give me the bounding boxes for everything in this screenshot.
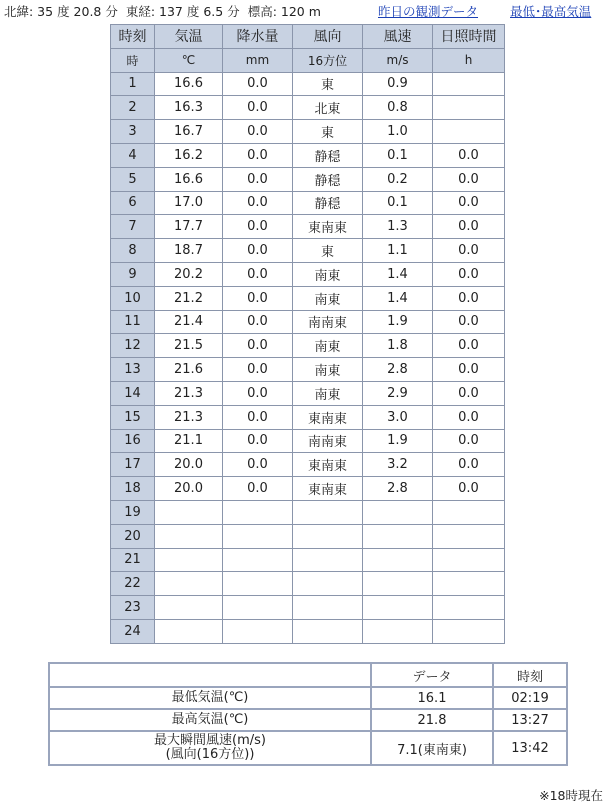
data-cell: 静穏	[293, 191, 363, 215]
unit-cell: h	[433, 48, 505, 72]
hour-cell: 1	[111, 72, 155, 96]
data-cell: 南東	[293, 262, 363, 286]
table-row	[111, 524, 505, 548]
unit-row	[111, 48, 505, 72]
data-cell: 0.0	[223, 72, 293, 96]
hour-cell: 9	[111, 262, 155, 286]
data-cell: 2.8	[363, 477, 433, 501]
data-cell	[433, 596, 505, 620]
data-cell: 1.3	[363, 215, 433, 239]
data-cell: 16.6	[155, 72, 223, 96]
data-cell	[293, 572, 363, 596]
column-header: 風速	[363, 25, 433, 49]
data-cell: 0.0	[223, 381, 293, 405]
table-row	[111, 405, 505, 429]
table-row	[111, 167, 505, 191]
data-cell: 0.0	[223, 96, 293, 120]
data-cell: 0.0	[223, 262, 293, 286]
data-cell: 0.0	[433, 334, 505, 358]
hour-cell: 12	[111, 334, 155, 358]
hourly-observation-table	[110, 24, 505, 644]
data-cell	[363, 548, 433, 572]
data-cell: 東	[293, 72, 363, 96]
data-cell: 0.0	[433, 143, 505, 167]
data-cell: 北東	[293, 96, 363, 120]
data-cell	[155, 548, 223, 572]
table-body	[111, 72, 505, 643]
data-cell: 東	[293, 239, 363, 263]
table-row	[111, 120, 505, 144]
data-cell	[433, 548, 505, 572]
data-cell: 1.9	[363, 429, 433, 453]
hour-cell: 6	[111, 191, 155, 215]
data-cell: 21.6	[155, 358, 223, 382]
data-cell: 21.3	[155, 381, 223, 405]
current-time-note: ※18時現在	[539, 788, 603, 803]
data-cell: 17.0	[155, 191, 223, 215]
table-row	[111, 72, 505, 96]
data-cell	[363, 524, 433, 548]
data-cell: 0.0	[433, 215, 505, 239]
column-header: 気温	[155, 25, 223, 49]
data-cell	[223, 548, 293, 572]
data-cell: 20.0	[155, 477, 223, 501]
hour-cell: 19	[111, 500, 155, 524]
data-cell: 0.0	[223, 167, 293, 191]
data-cell: 0.0	[223, 310, 293, 334]
table-row	[111, 286, 505, 310]
data-cell: 0.0	[223, 286, 293, 310]
data-cell: 0.0	[433, 429, 505, 453]
data-cell: 21.5	[155, 334, 223, 358]
data-cell: 0.0	[433, 167, 505, 191]
summary-body	[49, 687, 567, 765]
data-cell: 東	[293, 120, 363, 144]
location-info	[4, 0, 329, 24]
data-cell: 3.2	[363, 453, 433, 477]
data-cell: 0.0	[223, 429, 293, 453]
hour-cell: 23	[111, 596, 155, 620]
data-cell	[363, 596, 433, 620]
column-header: 降水量	[223, 25, 293, 49]
data-cell: 0.1	[363, 191, 433, 215]
data-cell: 1.4	[363, 286, 433, 310]
data-cell	[293, 500, 363, 524]
hour-cell: 15	[111, 405, 155, 429]
unit-cell: 時	[111, 48, 155, 72]
hour-cell: 4	[111, 143, 155, 167]
data-cell: 16.2	[155, 143, 223, 167]
data-cell: 1.9	[363, 310, 433, 334]
data-cell	[363, 619, 433, 643]
data-cell	[293, 596, 363, 620]
data-cell: 0.0	[433, 239, 505, 263]
table-row	[111, 381, 505, 405]
table-row	[111, 143, 505, 167]
hour-cell: 8	[111, 239, 155, 263]
data-cell	[293, 548, 363, 572]
data-cell	[155, 500, 223, 524]
data-cell	[223, 619, 293, 643]
data-cell	[363, 500, 433, 524]
data-cell: 21.4	[155, 310, 223, 334]
hour-cell: 2	[111, 96, 155, 120]
table-row	[111, 334, 505, 358]
data-cell: 20.2	[155, 262, 223, 286]
summary-label-line: (風向(16方位))	[165, 747, 255, 762]
summary-value: 21.8	[371, 709, 493, 731]
elevation: 標高: 120 m	[247, 4, 321, 19]
data-cell	[433, 500, 505, 524]
data-cell: 0.9	[363, 72, 433, 96]
data-cell: 0.0	[223, 191, 293, 215]
summary-header-cell	[49, 663, 371, 687]
column-header: 風向	[293, 25, 363, 49]
data-cell: 21.2	[155, 286, 223, 310]
data-cell: 0.0	[433, 405, 505, 429]
min-max-temp-link[interactable]: 最低･最高気温	[510, 4, 592, 19]
data-cell: 20.0	[155, 453, 223, 477]
daily-summary-table	[48, 662, 568, 766]
data-cell: 南東	[293, 381, 363, 405]
table-row	[111, 453, 505, 477]
data-cell	[433, 120, 505, 144]
data-cell	[433, 572, 505, 596]
unit-cell: 16方位	[293, 48, 363, 72]
data-cell: 0.0	[223, 120, 293, 144]
table-row	[111, 548, 505, 572]
data-cell: 1.4	[363, 262, 433, 286]
data-cell	[155, 572, 223, 596]
data-cell: 0.0	[223, 358, 293, 382]
table-row	[111, 262, 505, 286]
data-cell: 3.0	[363, 405, 433, 429]
summary-header-row	[49, 663, 567, 687]
data-cell: 南東	[293, 286, 363, 310]
summary-value: 16.1	[371, 687, 493, 709]
table-row	[111, 596, 505, 620]
data-cell: 0.0	[223, 215, 293, 239]
data-cell: 16.3	[155, 96, 223, 120]
hour-cell: 20	[111, 524, 155, 548]
data-cell: 南東	[293, 334, 363, 358]
data-cell	[293, 524, 363, 548]
summary-time: 13:27	[493, 709, 567, 731]
table-row	[111, 310, 505, 334]
data-cell: 0.0	[433, 262, 505, 286]
unit-cell: ℃	[155, 48, 223, 72]
data-cell: 0.1	[363, 143, 433, 167]
data-cell	[155, 596, 223, 620]
data-cell: 0.0	[433, 191, 505, 215]
summary-label	[49, 687, 371, 709]
data-cell: 21.1	[155, 429, 223, 453]
table-row	[111, 572, 505, 596]
data-cell: 0.0	[223, 405, 293, 429]
data-cell	[433, 524, 505, 548]
hour-cell: 10	[111, 286, 155, 310]
summary-label	[49, 709, 371, 731]
data-cell: 0.0	[223, 239, 293, 263]
summary-label	[49, 731, 371, 765]
data-cell: 0.0	[433, 381, 505, 405]
unit-cell: m/s	[363, 48, 433, 72]
data-cell: 0.8	[363, 96, 433, 120]
data-cell: 南東	[293, 358, 363, 382]
summary-value: 7.1(東南東)	[371, 731, 493, 765]
hour-cell: 13	[111, 358, 155, 382]
table-row	[111, 619, 505, 643]
column-header: 日照時間	[433, 25, 505, 49]
summary-row	[49, 709, 567, 731]
hour-cell: 5	[111, 167, 155, 191]
summary-row	[49, 687, 567, 709]
summary-label-line: 最大瞬間風速(m/s)	[154, 733, 266, 748]
table-row	[111, 358, 505, 382]
data-cell: 南南東	[293, 429, 363, 453]
header-bar	[0, 0, 607, 24]
data-cell: 16.6	[155, 167, 223, 191]
data-cell: 南南東	[293, 310, 363, 334]
data-cell: 0.2	[363, 167, 433, 191]
data-cell: 0.0	[433, 310, 505, 334]
hour-cell: 7	[111, 215, 155, 239]
data-cell: 0.0	[433, 453, 505, 477]
data-cell: 17.7	[155, 215, 223, 239]
data-cell: 1.1	[363, 239, 433, 263]
data-cell	[155, 619, 223, 643]
unit-cell: mm	[223, 48, 293, 72]
hour-cell: 22	[111, 572, 155, 596]
table-row	[111, 96, 505, 120]
data-cell: 東南東	[293, 477, 363, 501]
data-cell: 0.0	[433, 358, 505, 382]
data-cell	[223, 596, 293, 620]
summary-label-line: 最低気温(℃)	[171, 690, 249, 705]
table-row	[111, 239, 505, 263]
table-row	[111, 477, 505, 501]
hour-cell: 11	[111, 310, 155, 334]
data-cell: 東南東	[293, 215, 363, 239]
latitude: 北緯: 35 度 20.8 分	[4, 4, 118, 19]
hour-cell: 3	[111, 120, 155, 144]
hour-cell: 16	[111, 429, 155, 453]
table-row	[111, 500, 505, 524]
data-cell: 0.0	[223, 334, 293, 358]
column-header: 時刻	[111, 25, 155, 49]
data-cell	[293, 619, 363, 643]
summary-label-line: 最高気温(℃)	[171, 712, 249, 727]
data-cell: 東南東	[293, 405, 363, 429]
header-row	[111, 25, 505, 49]
data-cell: 0.0	[433, 477, 505, 501]
data-cell: 0.0	[223, 477, 293, 501]
data-cell: 16.7	[155, 120, 223, 144]
data-cell	[223, 500, 293, 524]
data-cell: 静穏	[293, 143, 363, 167]
data-cell: 18.7	[155, 239, 223, 263]
data-cell	[223, 572, 293, 596]
table-row	[111, 191, 505, 215]
data-cell: 1.0	[363, 120, 433, 144]
data-cell	[433, 619, 505, 643]
hour-cell: 21	[111, 548, 155, 572]
data-cell: 0.0	[223, 453, 293, 477]
data-cell	[363, 572, 433, 596]
hour-cell: 24	[111, 619, 155, 643]
data-cell	[155, 524, 223, 548]
data-cell: 0.0	[433, 286, 505, 310]
summary-time: 02:19	[493, 687, 567, 709]
data-cell: 2.8	[363, 358, 433, 382]
data-cell	[433, 96, 505, 120]
hour-cell: 14	[111, 381, 155, 405]
data-cell: 2.9	[363, 381, 433, 405]
data-cell	[433, 72, 505, 96]
summary-header-cell: 時刻	[493, 663, 567, 687]
table-row	[111, 215, 505, 239]
data-cell: 静穏	[293, 167, 363, 191]
hour-cell: 18	[111, 477, 155, 501]
data-cell: 0.0	[223, 143, 293, 167]
yesterday-data-link[interactable]: 昨日の観測データ	[378, 4, 479, 19]
summary-row	[49, 731, 567, 765]
data-cell: 1.8	[363, 334, 433, 358]
data-cell	[223, 524, 293, 548]
summary-time: 13:42	[493, 731, 567, 765]
data-cell: 東南東	[293, 453, 363, 477]
hour-cell: 17	[111, 453, 155, 477]
data-cell: 21.3	[155, 405, 223, 429]
table-row	[111, 429, 505, 453]
summary-header-cell: データ	[371, 663, 493, 687]
longitude: 東経: 137 度 6.5 分	[125, 4, 240, 19]
